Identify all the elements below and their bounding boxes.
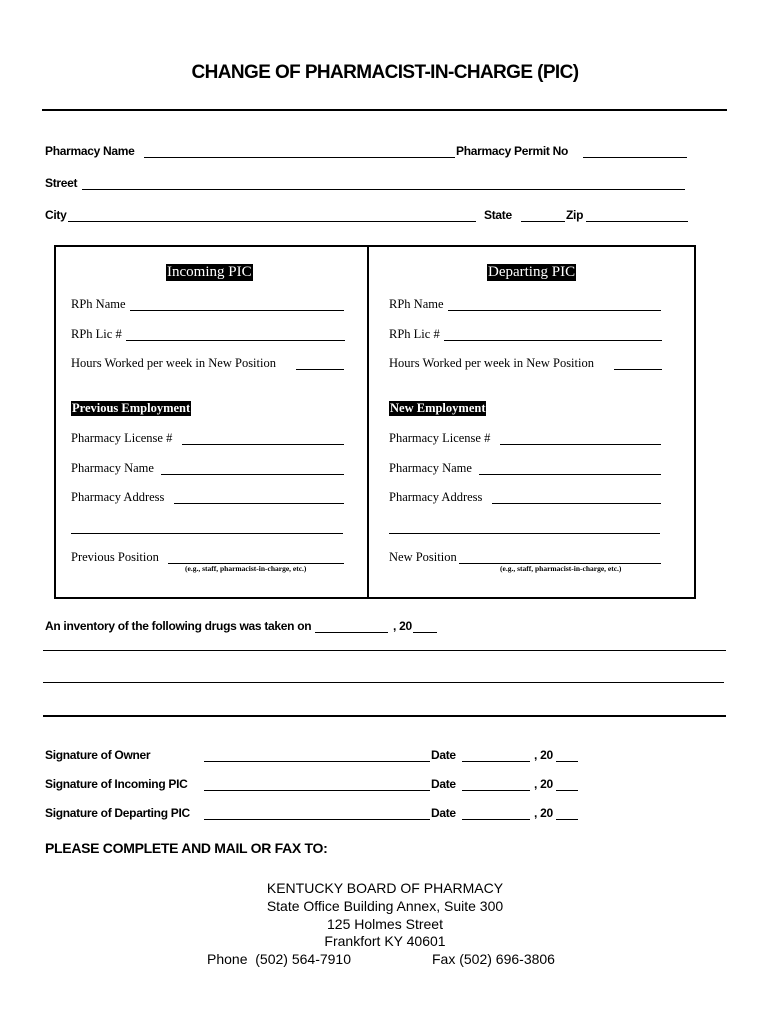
title-rule [42,109,727,111]
departing-position-field[interactable] [459,550,661,564]
signature-field[interactable] [204,777,430,791]
incoming-position-label: Previous Position [71,550,159,564]
inventory-drugs-line-2[interactable] [43,669,724,683]
incoming-rph-name-field[interactable] [130,297,344,311]
signature-field[interactable] [204,806,430,820]
departing-hours-label: Hours Worked per week in New Position [389,356,594,370]
street-field[interactable] [82,176,685,190]
date-label: Date [431,748,456,762]
street-label: Street [45,176,78,190]
departing-position-hint: (e.g., staff, pharmacist-in-charge, etc.) [500,564,622,573]
year-prefix: , 20 [534,777,553,791]
signature-label: Signature of Owner [45,748,151,762]
previous-employment-header: Previous Employment [72,401,191,415]
incoming-rph-lic-field[interactable] [126,327,345,341]
signature-field[interactable] [204,748,430,762]
incoming-address-field-2[interactable] [71,520,343,534]
inventory-date-field[interactable] [315,619,388,633]
inventory-year-prefix: , 20 [393,619,412,633]
incoming-address-label: Pharmacy Address [71,490,165,504]
incoming-position-field[interactable] [168,550,344,564]
pic-box-divider [367,245,369,599]
year-field[interactable] [556,777,578,791]
incoming-license-label: Pharmacy License # [71,431,173,445]
inventory-label: An inventory of the following drugs was taken on [45,619,312,633]
incoming-address-field[interactable] [174,490,344,504]
address-org: KENTUCKY BOARD OF PHARMACY [266,880,504,896]
permit-label: Pharmacy Permit No [456,144,568,158]
departing-rph-name-label: RPh Name [389,297,444,311]
year-field[interactable] [556,748,578,762]
new-employment-header: New Employment [390,401,486,415]
inventory-year-field[interactable] [413,619,437,633]
departing-rph-lic-label: RPh Lic # [389,327,440,341]
signature-label: Signature of Departing PIC [45,806,190,820]
zip-field[interactable] [586,208,688,222]
pharmacy-name-field[interactable] [144,144,455,158]
departing-address-field-2[interactable] [389,520,660,534]
year-field[interactable] [556,806,578,820]
address-line-2: 125 Holmes Street [327,916,443,932]
incoming-position-hint: (e.g., staff, pharmacist-in-charge, etc.) [185,564,307,573]
date-field[interactable] [462,806,530,820]
page-title: CHANGE OF PHARMACIST-IN-CHARGE (PIC) [191,62,579,83]
signature-label: Signature of Incoming PIC [45,777,188,791]
state-label: State [484,208,512,222]
departing-address-field[interactable] [492,490,661,504]
zip-label: Zip [566,208,584,222]
phone-number: Phone (502) 564-7910 [207,951,351,967]
incoming-pharmacy-name-label: Pharmacy Name [71,461,154,475]
pharmacy-name-label: Pharmacy Name [45,144,135,158]
incoming-pharmacy-name-field[interactable] [161,461,344,475]
departing-hours-field[interactable] [614,356,662,370]
fax-number: Fax (502) 696-3806 [432,951,555,967]
year-prefix: , 20 [534,748,553,762]
inventory-drugs-line-3[interactable] [43,702,726,717]
incoming-hours-label: Hours Worked per week in New Position [71,356,276,370]
departing-pic-header: Departing PIC [488,264,576,280]
inventory-drugs-line-1[interactable] [43,637,726,651]
departing-position-label: New Position [389,550,457,564]
date-field[interactable] [462,748,530,762]
incoming-rph-lic-label: RPh Lic # [71,327,122,341]
incoming-rph-name-label: RPh Name [71,297,126,311]
address-line-3: Frankfort KY 40601 [324,933,446,949]
incoming-pic-header: Incoming PIC [167,264,252,280]
address-line-1: State Office Building Annex, Suite 300 [266,898,504,914]
departing-rph-name-field[interactable] [448,297,661,311]
mail-heading: PLEASE COMPLETE AND MAIL OR FAX TO: [45,840,328,856]
departing-rph-lic-field[interactable] [444,327,662,341]
year-prefix: , 20 [534,806,553,820]
date-label: Date [431,777,456,791]
departing-license-field[interactable] [500,431,661,445]
city-label: City [45,208,67,222]
date-label: Date [431,806,456,820]
departing-pharmacy-name-field[interactable] [479,461,661,475]
city-field[interactable] [68,208,476,222]
incoming-license-field[interactable] [182,431,344,445]
date-field[interactable] [462,777,530,791]
incoming-hours-field[interactable] [296,356,344,370]
departing-license-label: Pharmacy License # [389,431,491,445]
state-field[interactable] [521,208,565,222]
departing-pharmacy-name-label: Pharmacy Name [389,461,472,475]
departing-address-label: Pharmacy Address [389,490,483,504]
permit-field[interactable] [583,144,687,158]
